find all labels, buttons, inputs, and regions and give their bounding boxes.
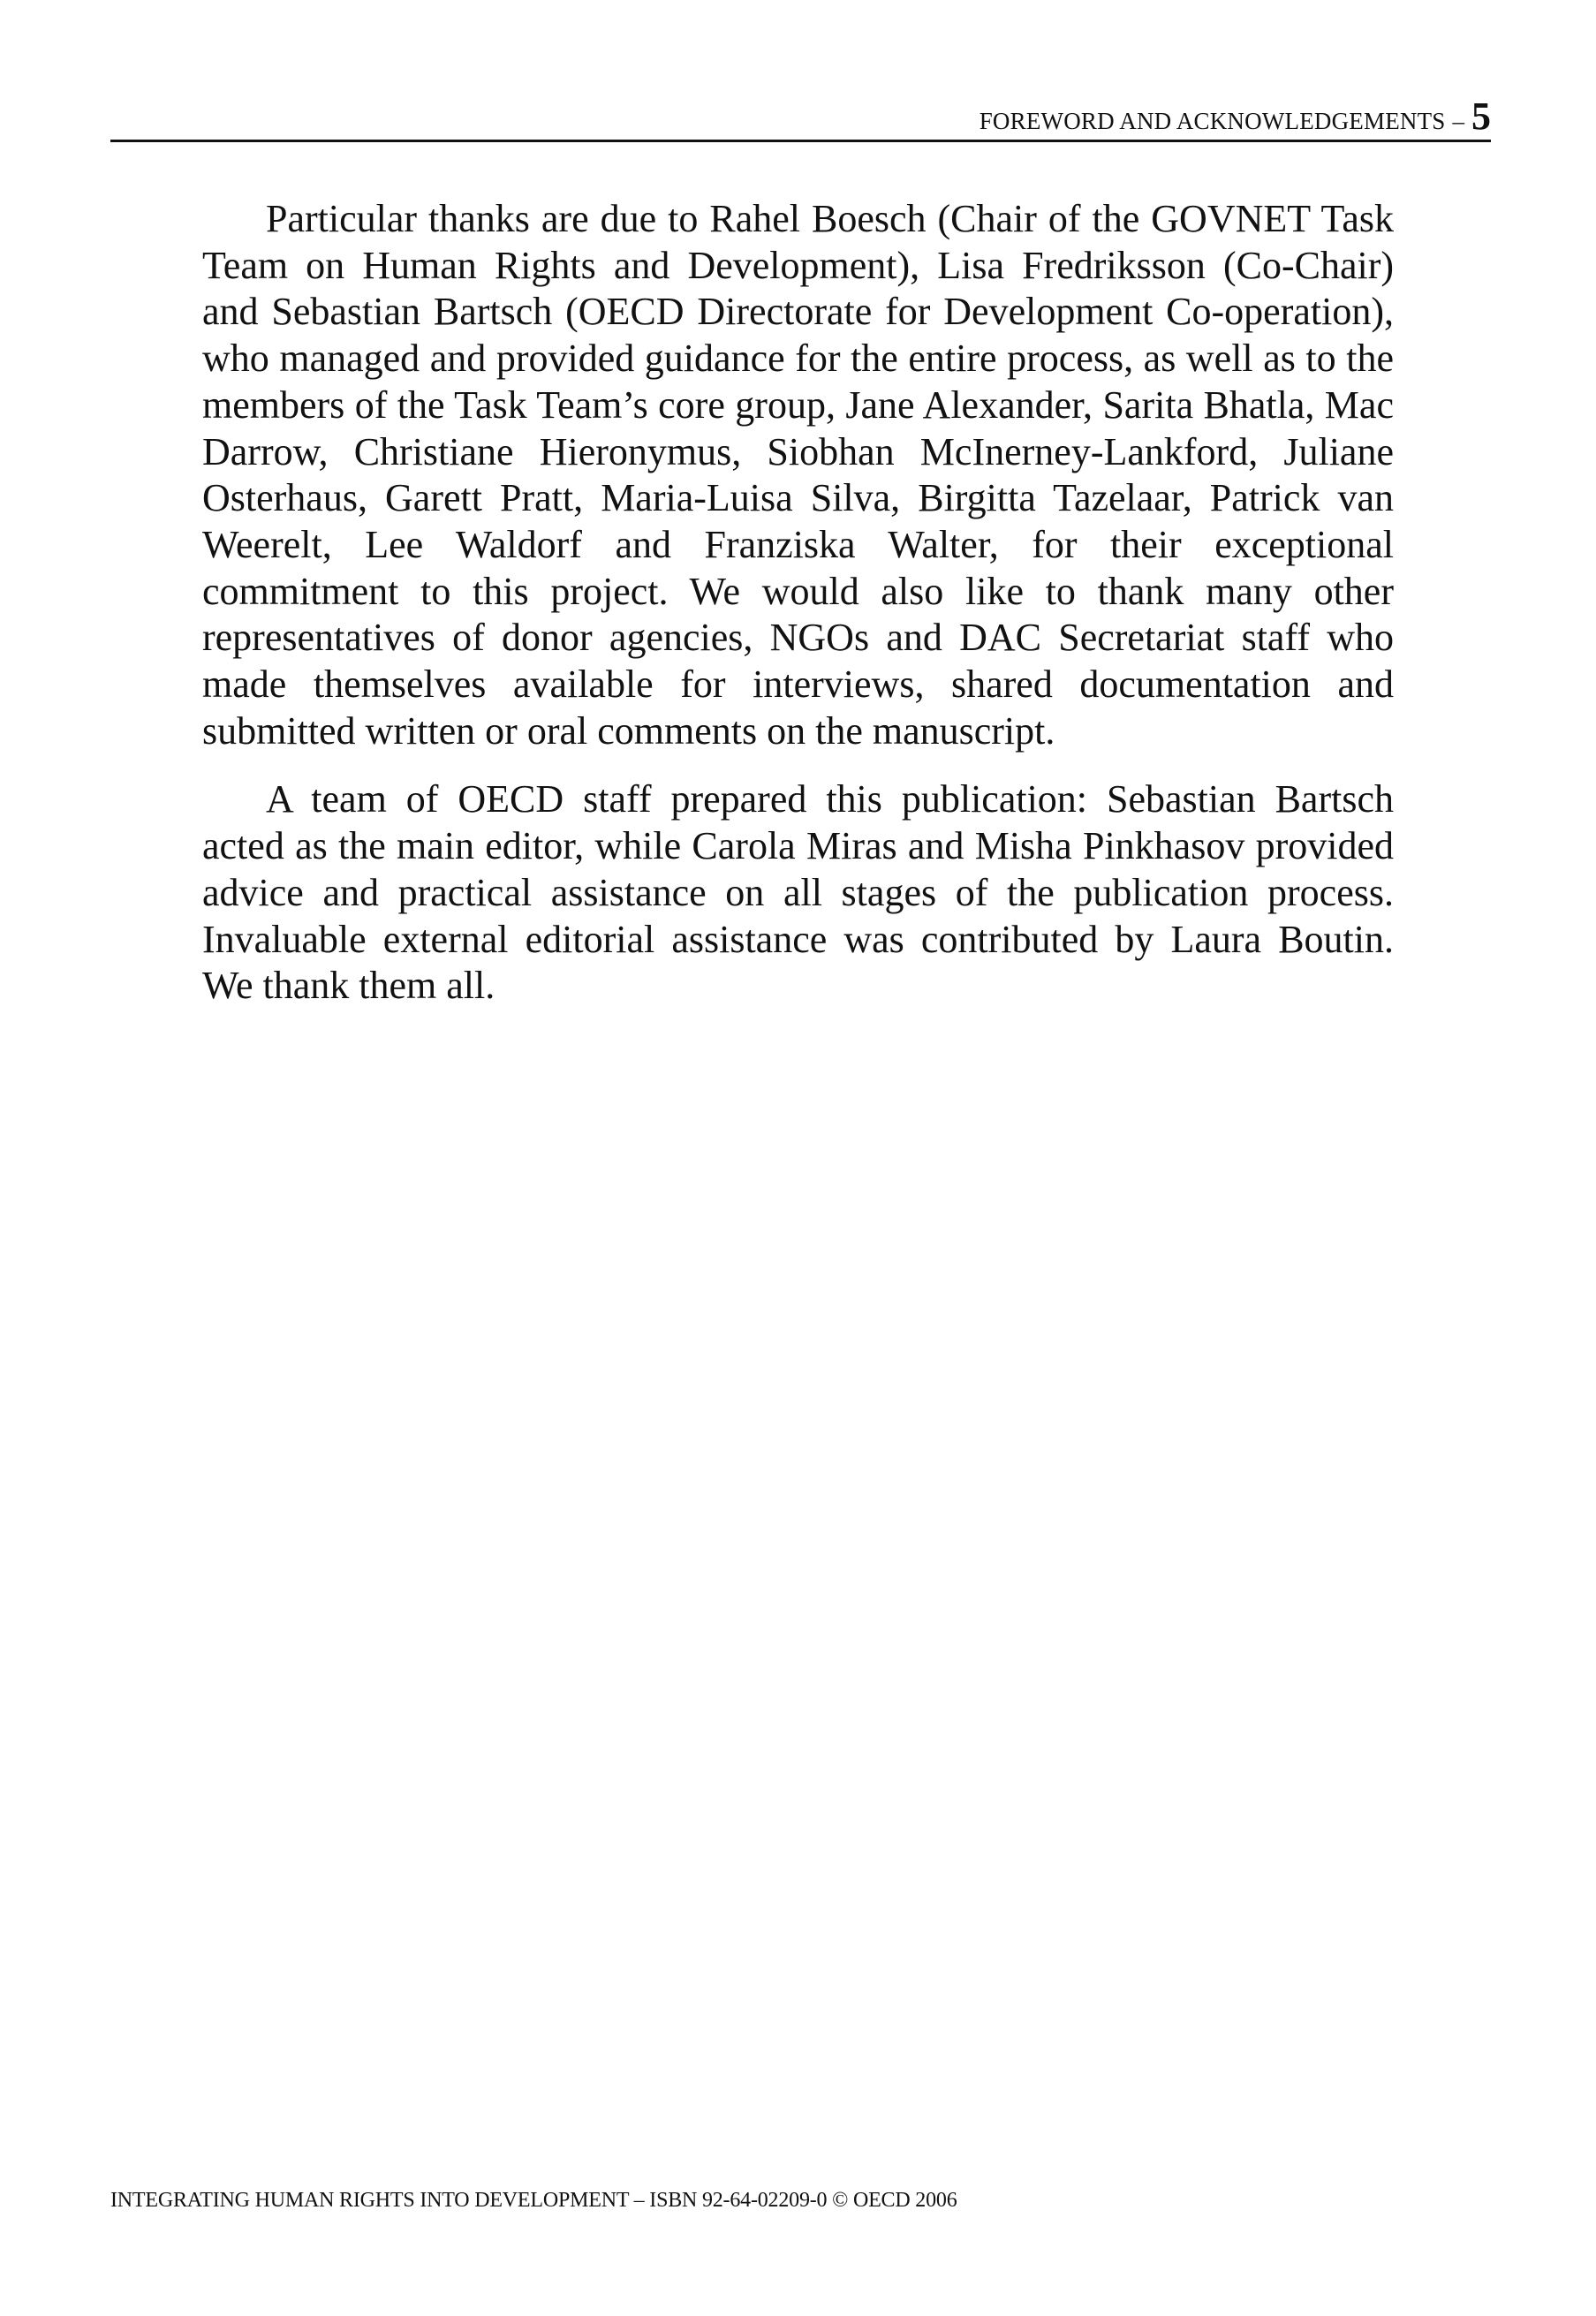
running-footer: INTEGRATING HUMAN RIGHTS INTO DEVELOPMENT – ISBN 92-64-02209-0 © OECD 2006 <box>110 2189 957 2212</box>
paragraph-oecd-staff: A team of OECD staff prepared this publication: Sebastian Bartsch acted as the main editor, while Carola Miras and Misha Pinkhasov provided advice and practical assistance on all stages of the publication process. Invaluable external editorial assistance was contributed by Laura Boutin. We thank them all. <box>202 777 1394 1008</box>
header-title: FOREWORD AND ACKNOWLEDGEMENTS <box>979 108 1446 134</box>
header-separator: – <box>1452 108 1464 134</box>
running-header <box>110 95 1491 142</box>
paragraph-acknowledgements: Particular thanks are due to Rahel Boesch (Chair of the GOVNET Task Team on Human Rights and Development), Lisa Fredriksson (Co-Chair) and Sebastian Bartsch (OECD Directorate for Development Co-operation), who managed and provided guidance for the entire process, as well as to the members of the Task Team’s core group, Jane Alexander, Sarita Bhatla, Mac Darrow, Christiane Hieronymus, Siobhan McInerney-Lankford, Juliane Osterhaus, Garett Pratt, Maria-Luisa Silva, Birgitta Tazelaar, Patrick van Weerelt, Lee Waldorf and Franziska Walter, for their exceptional commitment to this project. We would also like to thank many other representatives of donor agencies, NGOs and DAC Secretariat staff who made themselves available for interviews, shared documentation and submitted written or oral comments on the manuscript. <box>202 197 1394 753</box>
body-text <box>202 196 1394 1032</box>
page-number: 5 <box>1471 95 1491 138</box>
